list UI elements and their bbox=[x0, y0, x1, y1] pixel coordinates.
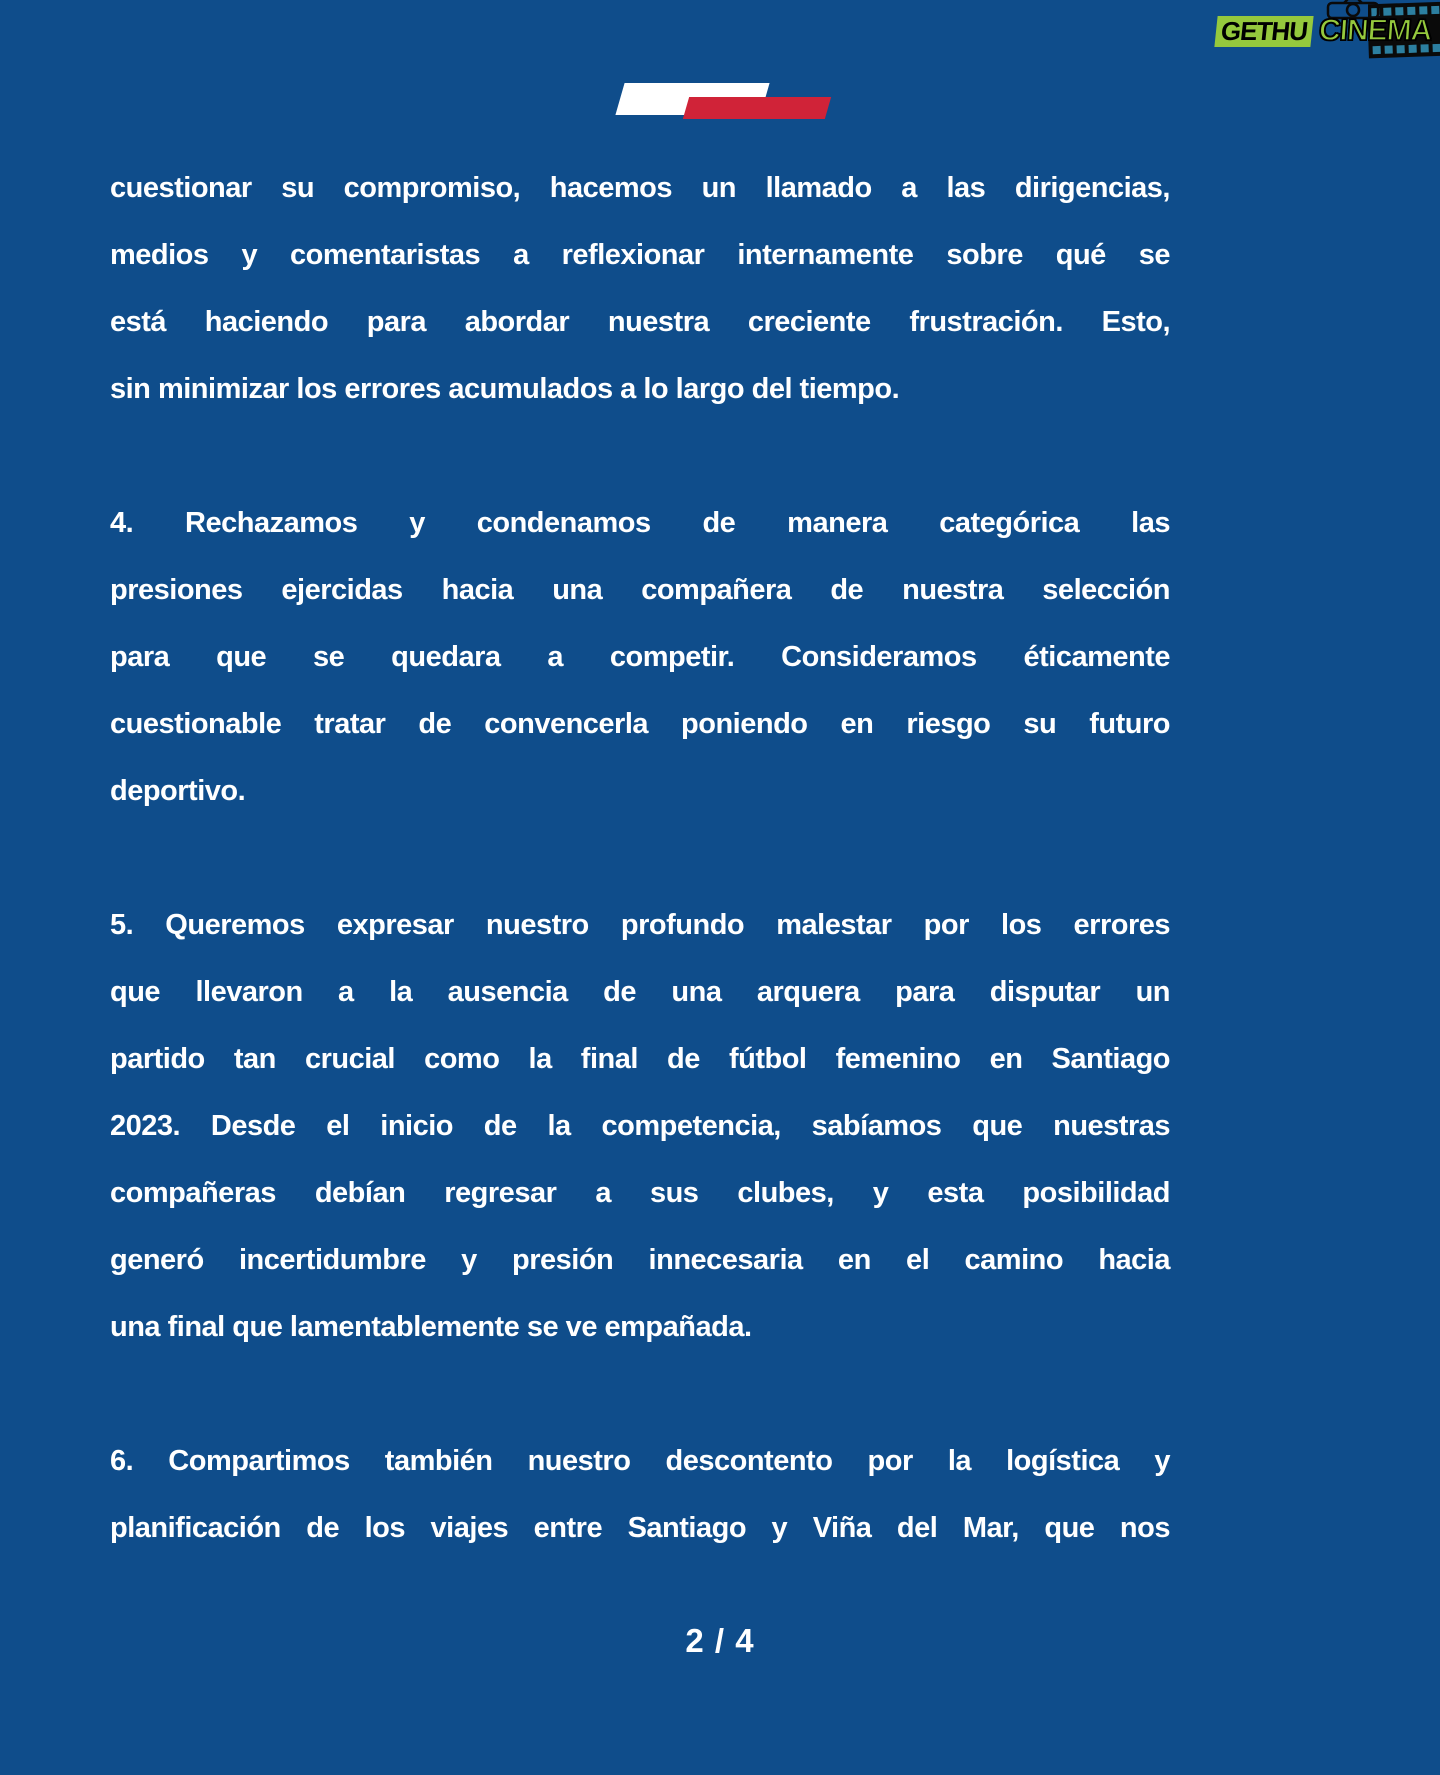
text-line: generó incertidumbre y presión innecesaria en el camino hacia bbox=[110, 1244, 1170, 1276]
flag-red-stripe bbox=[683, 97, 831, 119]
text-line: está haciendo para abordar nuestra creciente frustración. Esto, bbox=[110, 306, 1170, 338]
text-line: presiones ejercidas hacia una compañera de nuestra selección bbox=[110, 574, 1170, 606]
text-line: para que se quedara a competir. Consideramos éticamente bbox=[110, 641, 1170, 673]
text-line: planificación de los viajes entre Santiago y Viña del Mar, que nos bbox=[110, 1512, 1170, 1544]
text-line: que llevaron a la ausencia de una arquera para disputar un bbox=[110, 976, 1170, 1008]
watermark-cinema-label: CINEMA bbox=[1317, 14, 1433, 47]
text-line: partido tan crucial como la final de fútbol femenino en Santiago bbox=[110, 1043, 1170, 1075]
watermark-gethu-label: GETHU bbox=[1214, 16, 1313, 47]
text-line: deportivo. bbox=[110, 775, 246, 807]
text-line: 4. Rechazamos y condenamos de manera categórica las bbox=[110, 507, 1170, 539]
statement-body bbox=[110, 155, 1170, 1562]
paragraph-6 bbox=[110, 1428, 1170, 1562]
paragraph-5 bbox=[110, 892, 1170, 1361]
text-line: medios y comentaristas a reflexionar internamente sobre qué se bbox=[110, 239, 1170, 271]
page-indicator: 2 / 4 bbox=[685, 1622, 755, 1659]
text-line: cuestionable tratar de convencerla poniendo en riesgo su futuro bbox=[110, 708, 1170, 740]
chile-flag-swoosh bbox=[0, 0, 1440, 130]
paragraph-4 bbox=[110, 490, 1170, 825]
text-line: 6. Compartimos también nuestro descontento por la logística y bbox=[110, 1445, 1170, 1477]
paragraph-continuation bbox=[110, 155, 1170, 423]
text-line: compañeras debían regresar a sus clubes, y esta posibilidad bbox=[110, 1177, 1170, 1209]
text-line: 2023. Desde el inicio de la competencia, sabíamos que nuestras bbox=[110, 1110, 1170, 1142]
text-line: una final que lamentablemente se ve empañada. bbox=[110, 1311, 752, 1343]
text-line: 5. Queremos expresar nuestro profundo malestar por los errores bbox=[110, 909, 1170, 941]
text-line: cuestionar su compromiso, hacemos un llamado a las dirigencias, bbox=[110, 172, 1170, 204]
text-line: sin minimizar los errores acumulados a lo largo del tiempo. bbox=[110, 373, 900, 405]
